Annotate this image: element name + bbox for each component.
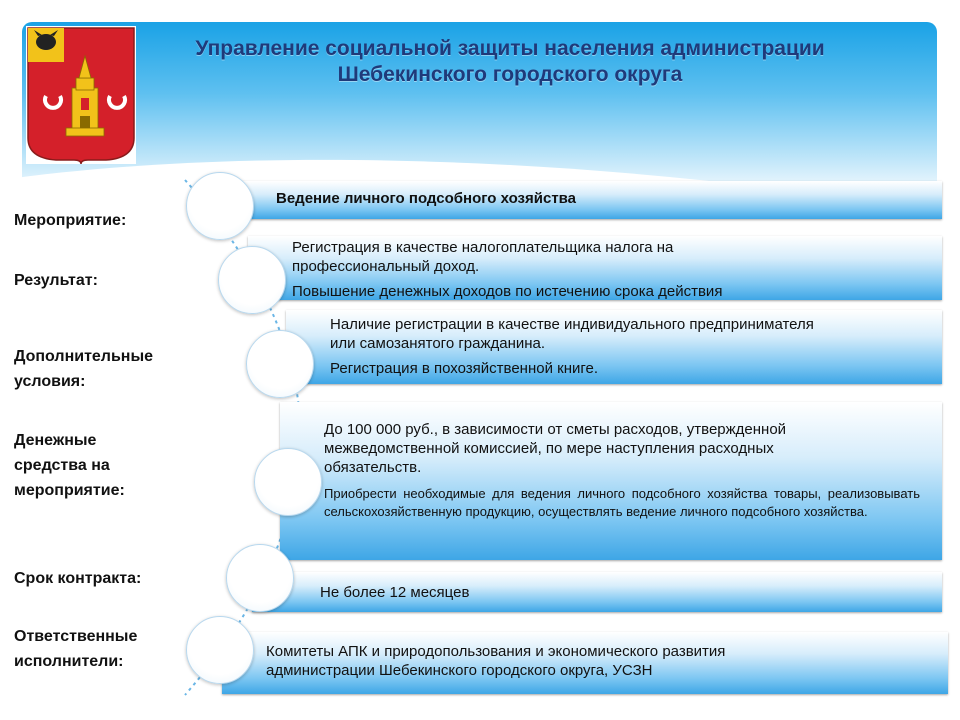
label-responsible-line-2: исполнители: [14, 653, 124, 670]
row-event-circle [186, 172, 254, 240]
row-conditions-line-1: Наличие регистрации в качестве индивидуального предпринимателя [330, 316, 814, 333]
row-responsible-line-2: администрации Шебекинского городского округа, УСЗН [266, 662, 653, 679]
label-conditions-line-2: условия: [14, 373, 86, 390]
row-result [248, 236, 942, 300]
label-conditions [14, 344, 153, 394]
row-responsible-line-1: Комитеты АПК и природопользования и экономического развития [266, 643, 726, 660]
row-term-text: Не более 12 месяцев [320, 584, 470, 601]
row-funds-note: Приобрести необходимые для ведения личного подсобного хозяйства товары, реализовывать сельскохозяйственную продукцию, осуществлять ведение личного подсобного хозяйства. [324, 486, 920, 519]
label-responsible-line-1: Ответственные [14, 628, 138, 645]
label-term: Срок контракта: [14, 570, 142, 587]
label-event: Мероприятие: [14, 212, 127, 229]
row-result-line-3: Повышение денежных доходов по истечению срока действия [292, 283, 723, 300]
row-funds [280, 402, 942, 560]
page-title [150, 36, 870, 88]
row-result-line-2: профессиональный доход. [292, 258, 480, 275]
row-conditions-line-3: Регистрация в похозяйственной книге. [330, 360, 599, 377]
label-responsible [14, 624, 137, 674]
row-event [210, 181, 942, 219]
label-funds-line-3: мероприятие: [14, 482, 125, 499]
title-line-2: Шебекинского городского округа [337, 63, 683, 86]
row-result-circle [218, 246, 286, 314]
label-funds [14, 428, 125, 503]
row-term-circle [226, 544, 294, 612]
row-funds-circle [254, 448, 322, 516]
row-responsible [222, 632, 948, 694]
label-result: Результат: [14, 272, 98, 289]
label-funds-line-1: Денежные [14, 432, 97, 449]
row-conditions-line-2: или самозанятого гражданина. [330, 335, 546, 352]
row-term [252, 572, 942, 612]
row-funds-line-1: До 100 000 руб., в зависимости от сметы расходов, утвержденной [324, 421, 787, 438]
title-line-1: Управление социальной защиты населения администрации [195, 37, 825, 60]
row-responsible-circle [186, 616, 254, 684]
row-funds-line-3: обязательств. [324, 459, 422, 476]
label-funds-line-2: средства на [14, 457, 110, 474]
row-conditions-circle [246, 330, 314, 398]
row-funds-line-2: межведомственной комиссией, по мере наступления расходных [324, 440, 774, 457]
row-result-line-1: Регистрация в качестве налогоплательщика налога на [292, 239, 674, 256]
header-wave [0, 120, 960, 240]
label-conditions-line-1: Дополнительные [14, 348, 154, 365]
row-event-text: Ведение личного подсобного хозяйства [276, 190, 577, 207]
coat-of-arms-icon [26, 26, 136, 164]
row-conditions [286, 310, 942, 384]
